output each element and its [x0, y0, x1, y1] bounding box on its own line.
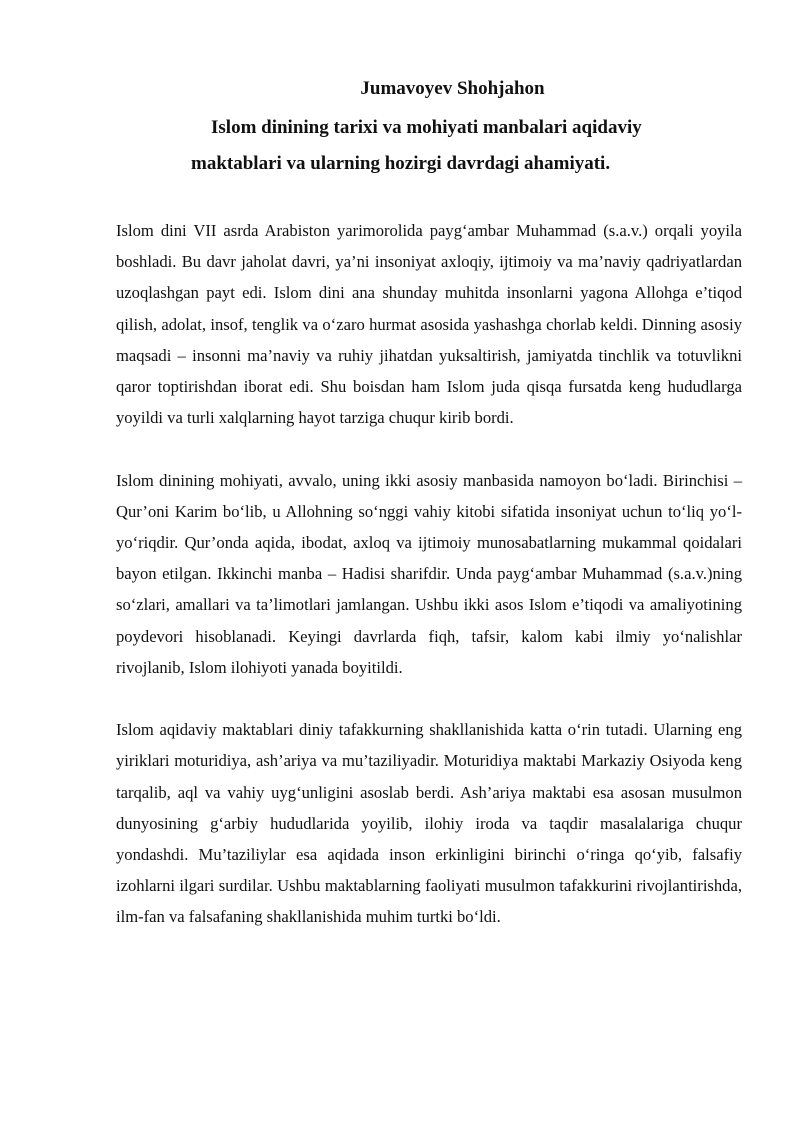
paragraph-2: Islom dinining mohiyati, avvalo, uning ikki asosiy manbasida namoyon bo‘ladi. Birinchisi – Qur’oni Karim bo‘lib, u Allohning so‘nggi vahiy kitobi sifatida insoniyat uchun to‘liq yo‘l-yo‘riqdir. Qur’onda aqida, ibodat, axloq va ijtimoiy munosabatlarning mukammal qoidalari bayon etilgan. Ikkinchi manba – Hadisi sharifdir. Unda payg‘ambar Muhammad (s.a.v.)ning so‘zlari, amallari va ta’limotlari jamlangan. Ushbu ikki asos Islom e’tiqodi va amaliyotining poydevori hisoblanadi. Keyingi davrlarda fiqh, tafsir, kalom kabi ilmiy yo‘nalishlar rivojlanib, Islom ilohiyoti yanada boyitildi. — [116, 470, 742, 677]
document-body — [116, 215, 742, 964]
paragraph-3: Islom aqidaviy maktablari diniy tafakkurning shakllanishida katta o‘rin tutadi. Ularning eng yiriklari moturidiya, ash’ariya va mu’taziliyadir. Moturidiya maktabi Markaziy Osiyoda keng tarqalib, aql va vahiy uyg‘unligini asoslab berdi. Ash’ariya maktabi esa asosan musulmon dunyosining g‘arbiy hududlarida yoyilib, ilohiy iroda va taqdir masalalariga chuqur yondashdi. Mu’taziliylar esa aqidada inson erkinligini birinchi o‘ringa qo‘yib, falsafiy izohlarni ilgari surdilar. Ushbu maktablarning faoliyati musulmon tafakkurini rivojlantirishda, ilm-fan va falsafaning shakllanishida muhim turtki bo‘ldi. — [116, 720, 742, 927]
document-title-line-2: maktablari va ularning hozirgi davrdagi ahamiyati. — [191, 153, 611, 174]
paragraph-1: Islom dini VII asrda Arabiston yarimorolida payg‘ambar Muhammad (s.a.v.) orqali yoyila boshladi. Bu davr jaholat davri, ya’ni insoniyat axloqiy, ijtimoiy va ma’naviy qadriyatlardan uzoqlashgan payt edi. Islom dini ana shunday muhitda insonlarni yagona Allohga e’tiqod qilish, adolat, insof, tenglik va o‘zaro hurmat asosida yashashga chorlab keldi. Dinning asosiy maqsadi – insonni ma’naviy va ruhiy jihatdan yuksaltirish, jamiyatda tinchlik va totuvlikni qaror toptirishdan iborat edi. Shu boisdan ham Islom juda qisqa fursatda keng hududlarga yoyildi va turli xalqlarning hayot tarziga chuqur kirib bordi. — [116, 221, 742, 428]
document-title-line-1: Islom dinining tarixi va mohiyati manbalari aqidaviy — [211, 117, 642, 138]
author-name: Jumavoyev Shohjahon — [360, 78, 545, 99]
